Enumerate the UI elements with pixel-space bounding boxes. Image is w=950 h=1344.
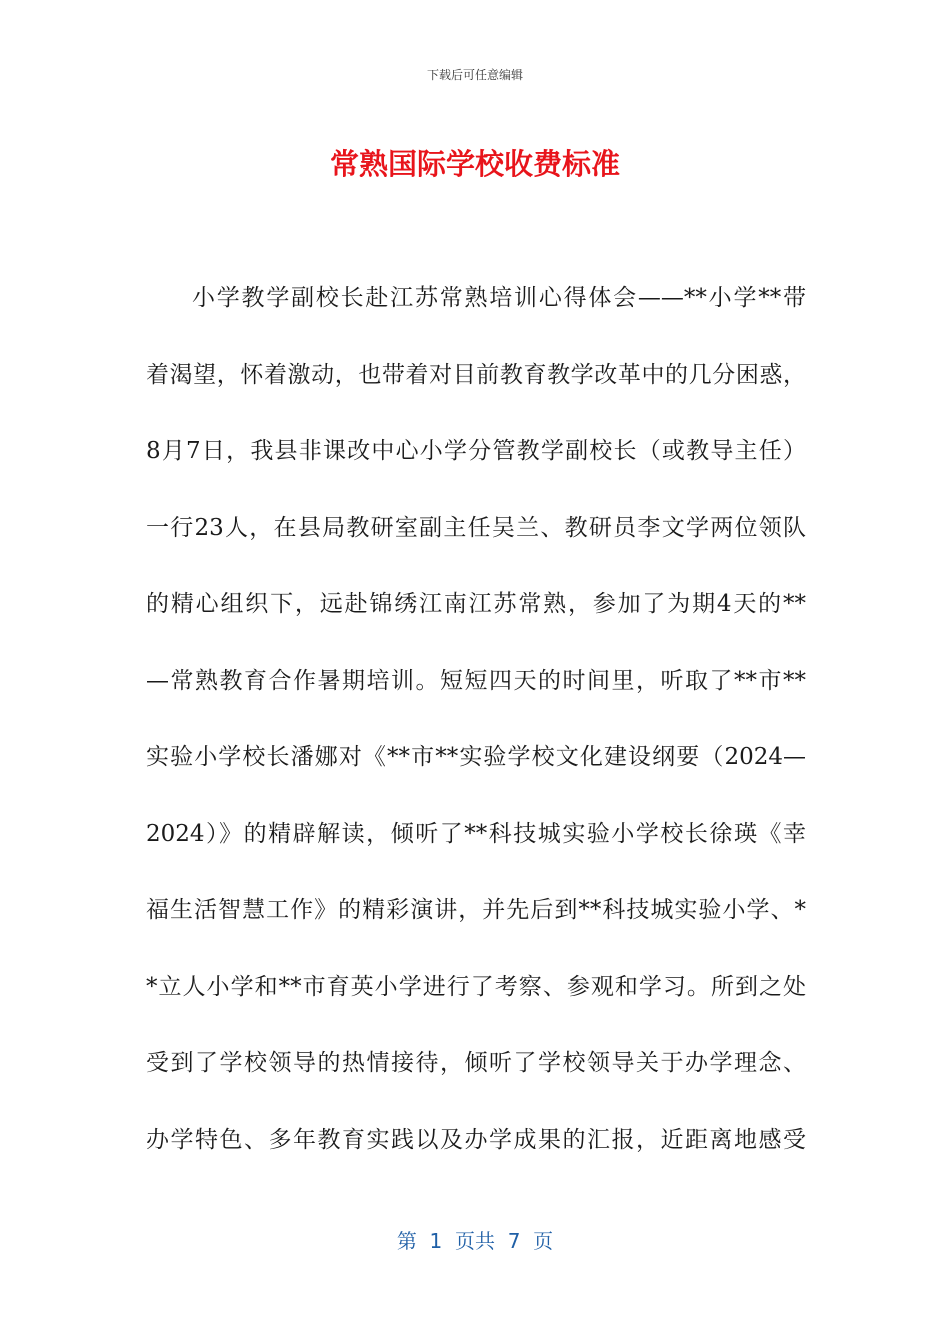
document-title: 常熟国际学校收费标准: [329, 147, 620, 181]
document-body: [146, 276, 806, 1194]
body-line-4: 一行23人，在县局教研室副主任吴兰、教研员李文学两位领队: [146, 514, 806, 541]
header-note: 下载后可任意编辑: [426, 68, 523, 82]
body-line-3: 8月7日，我县非课改中心小学分管教学副校长（或教导主任）: [146, 438, 806, 464]
body-line-11: 受到了学校领导的热情接待，倾听了学校领导关于办学理念、: [146, 1050, 806, 1076]
body-line-7: 实验小学校长潘娜对《**市**实验学校文化建设纲要（2024—: [146, 744, 806, 770]
page-number-footer: 第 1 页共 7 页: [396, 1229, 554, 1253]
body-line-10: *立人小学和**市育英小学进行了考察、参观和学习。所到之处: [146, 973, 806, 1000]
body-line-8: 2024）》的精辟解读，倾听了**科技城实验小学校长徐瑛《幸: [146, 820, 806, 847]
body-line-12: 办学特色、多年教育实践以及办学成果的汇报，近距离地感受: [146, 1126, 806, 1153]
body-line-2: 着渴望，怀着激动，也带着对目前教育教学改革中的几分困惑，: [146, 361, 806, 388]
body-line-9: 福生活智慧工作》的精彩演讲，并先后到**科技城实验小学、*: [146, 897, 806, 923]
body-line-6: —常熟教育合作暑期培训。短短四天的时间里，听取了**市**: [146, 667, 806, 694]
body-line-1: 小学教学副校长赴江苏常熟培训心得体会——**小学**带: [192, 285, 806, 311]
body-line-5: 的精心组织下，远赴锦绣江南江苏常熟，参加了为期4天的**: [146, 591, 806, 617]
